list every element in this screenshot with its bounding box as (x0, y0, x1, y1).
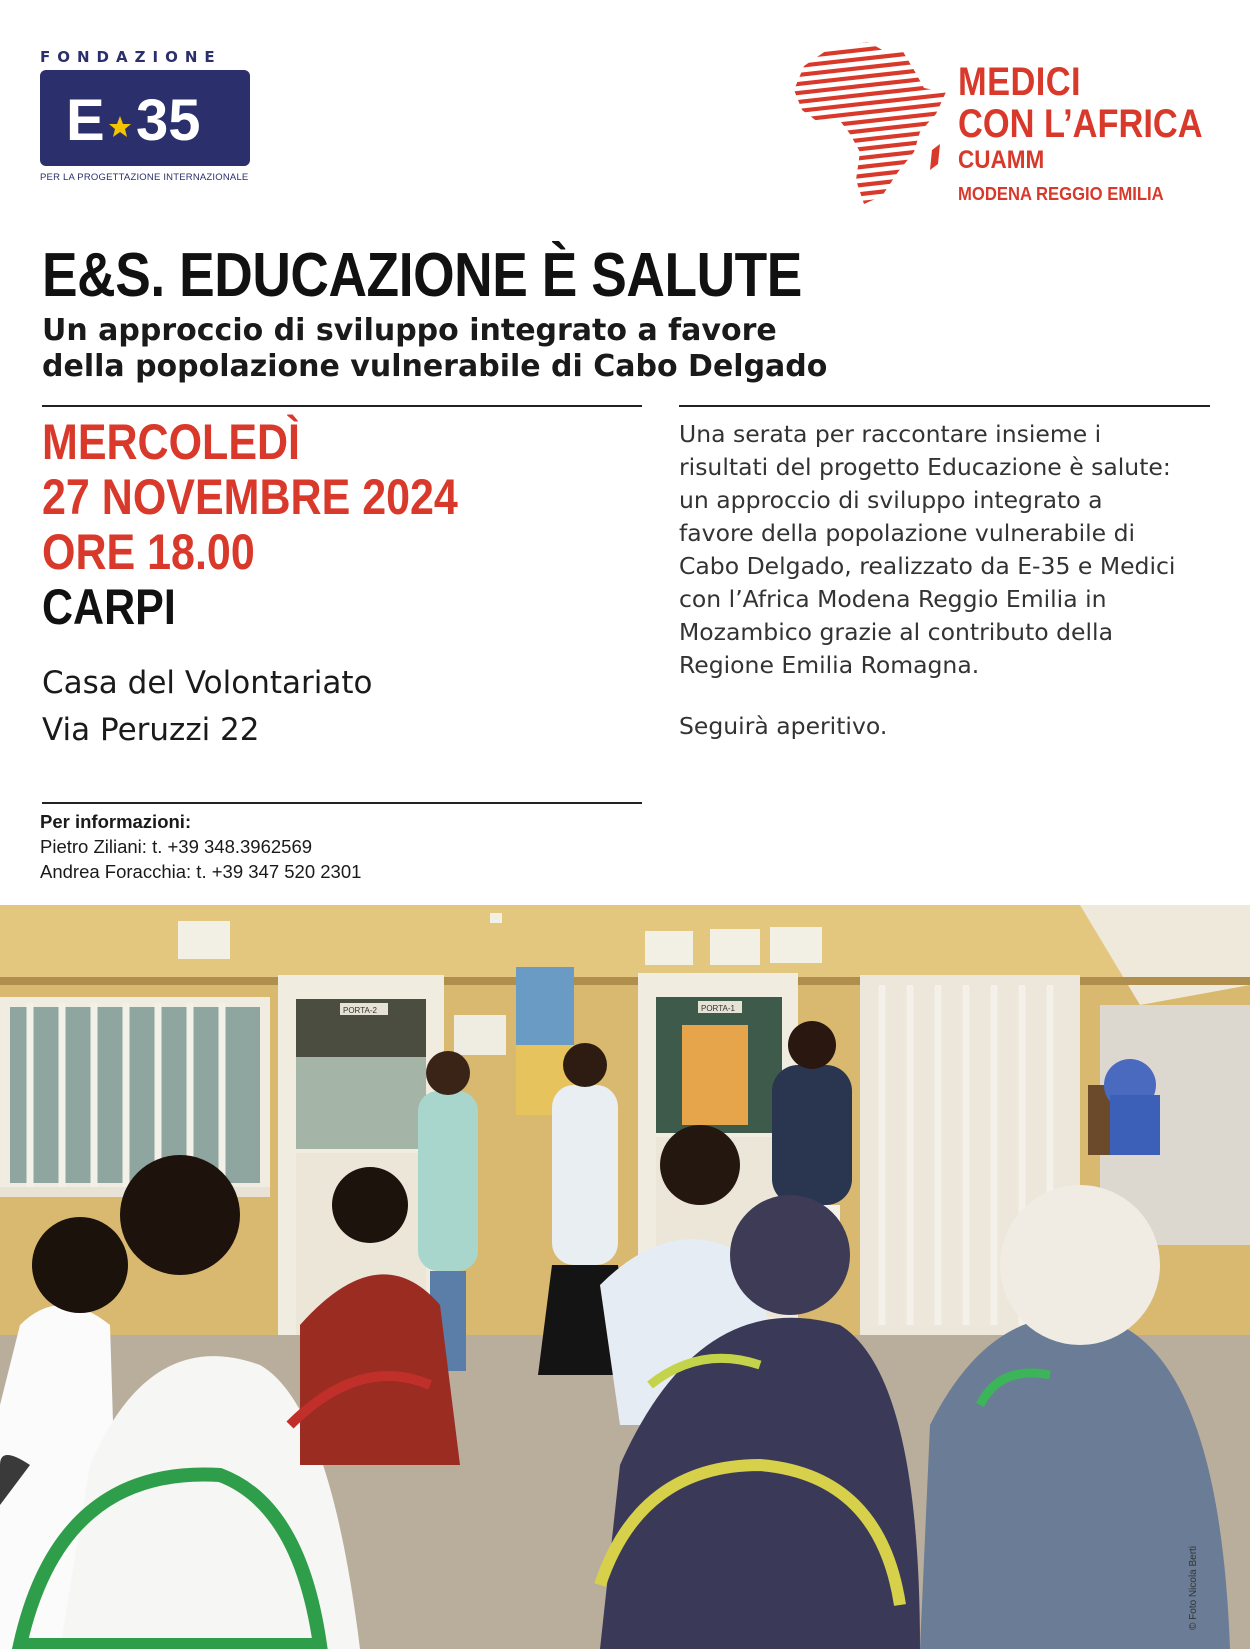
cuamm-line-3: CUAMM (958, 146, 1045, 174)
venue-name: Casa del Volontariato (42, 665, 373, 701)
description-line: con l’Africa Modena Reggio Emilia in (679, 585, 1107, 613)
event-description (679, 418, 1219, 682)
contact-line-2: Andrea Foracchia: t. +39 347 520 2301 (40, 861, 362, 882)
contact-info (40, 809, 361, 884)
description-line: risultati del progetto Educazione è salute: (679, 453, 1171, 481)
description-line: un approccio di sviluppo integrato a (679, 486, 1103, 514)
event-time: ORE 18.00 (42, 524, 255, 580)
description-line: favore della popolazione vulnerabile di (679, 519, 1136, 547)
subtitle-line-2: della popolazione vulnerabile di Cabo Delgado (42, 349, 828, 384)
door-left-sign: PORTA-2 (343, 1006, 377, 1015)
contact-line-1: Pietro Ziliani: t. +39 348.3962569 (40, 836, 313, 857)
event-city: CARPI (42, 579, 176, 635)
description-line: Mozambico grazie al contributo della (679, 618, 1113, 646)
event-details (42, 415, 458, 635)
e35-logo (40, 48, 252, 183)
event-date: 27 NOVEMBRE 2024 (42, 469, 458, 525)
description-line: Regione Emilia Romagna. (679, 651, 980, 679)
description-line: Una serata per raccontare insieme i (679, 420, 1102, 448)
event-photo (0, 905, 1250, 1649)
page-subtitle (42, 313, 827, 385)
cuamm-line-1: MEDICI (958, 60, 1081, 104)
page-title: E&S. EDUCAZIONE È SALUTE (42, 241, 802, 310)
star-icon (109, 116, 131, 137)
cuamm-line-2: CON L’AFRICA (958, 102, 1203, 146)
subtitle-line-1: Un approccio di sviluppo integrato a favore (42, 313, 777, 348)
contact-heading: Per informazioni: (40, 811, 192, 832)
aperitivo-note: Seguirà aperitivo. (679, 712, 888, 740)
divider-left (42, 405, 642, 407)
e35-logo-top-text: FONDAZIONE (40, 48, 222, 66)
divider-contacts (42, 802, 642, 804)
e35-logo-mark (40, 70, 250, 166)
photo-credit: © Foto Nicola Berti (1188, 1545, 1199, 1630)
africa-map-icon (790, 40, 950, 210)
description-line: Cabo Delgado, realizzato da E-35 e Medici (679, 552, 1176, 580)
e35-logo-subtitle: PER LA PROGETTAZIONE INTERNAZIONALE (40, 172, 249, 183)
photo-illustration (0, 905, 1250, 1649)
cuamm-line-4: MODENA REGGIO EMILIA (958, 183, 1164, 204)
venue-address: Via Peruzzi 22 (42, 712, 260, 748)
event-day: MERCOLEDÌ (42, 414, 300, 470)
cuamm-wordmark (958, 62, 1242, 204)
cuamm-logo (790, 40, 1210, 210)
event-venue (42, 660, 372, 754)
door-right-sign: PORTA-1 (701, 1004, 735, 1013)
e35-mark-graphic (40, 70, 250, 166)
svg-text:E: E (66, 88, 105, 153)
svg-text:35: 35 (136, 88, 201, 153)
divider-right (679, 405, 1210, 407)
